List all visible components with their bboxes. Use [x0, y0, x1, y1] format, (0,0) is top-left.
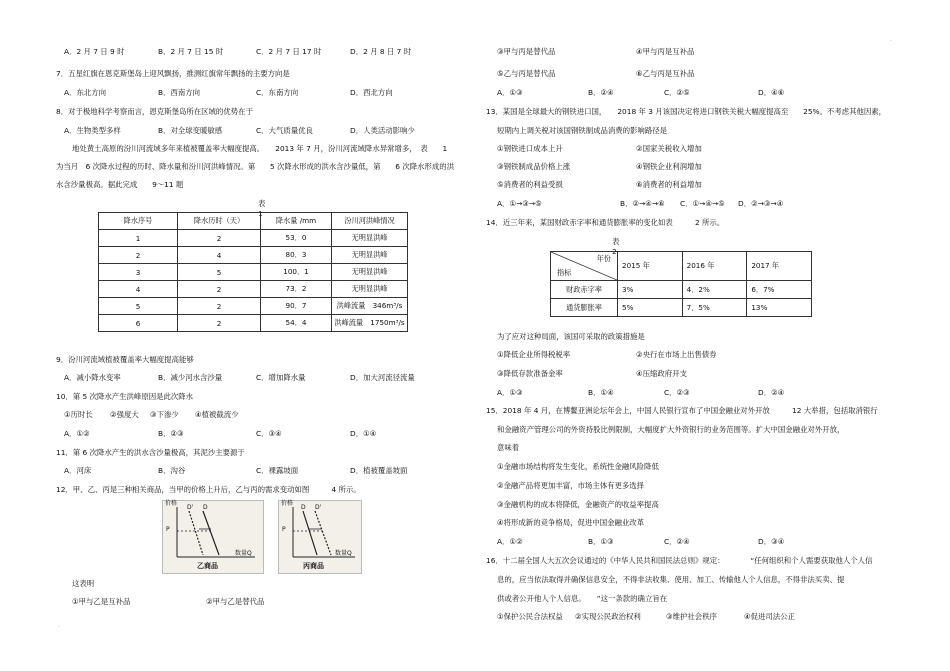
- table1-title: 表 1: [258, 199, 266, 218]
- q7-option-a: A．东北方向: [64, 88, 107, 97]
- table-cell: 2: [99, 247, 178, 264]
- q14-text: 为了应对这种局面，该国可采取的政策措施是: [497, 332, 645, 341]
- figure-yi-goods: [162, 500, 264, 574]
- curve-d-prime-label: D': [315, 504, 322, 511]
- q14-item: ④压缩政府开支: [636, 369, 687, 378]
- table2-header: 2017 年: [747, 252, 812, 281]
- q8-option-d: D．人类活动影响少: [350, 126, 415, 135]
- q7-option-d: D．西北方向: [350, 88, 393, 97]
- table-row: [99, 247, 408, 264]
- q9-option-a: A．减小降水变率: [64, 373, 121, 382]
- q10-stem: 10．第 5 次降水产生洪峰原因是此次降水: [56, 392, 194, 401]
- q13-option-a: A．①→③→⑤: [497, 199, 542, 208]
- q12-item: ④甲与丙是互补品: [636, 47, 695, 56]
- table-cell: 6: [99, 315, 178, 332]
- q16-stem-line-3: 供或者公开他人个人信息。 ”这一条款的确立旨在: [497, 594, 668, 603]
- q6-option-c: C．2 月 7 日 17 时: [256, 47, 322, 56]
- table-cell: 5: [178, 264, 261, 281]
- q14-option-c: C．②③: [664, 388, 690, 397]
- table-cell: 80．3: [261, 247, 332, 264]
- q12-option-b: B．②④: [588, 88, 614, 97]
- q12-item: ②甲与乙是替代品: [206, 597, 265, 606]
- q8-option-c: C．大气质量优良: [256, 126, 313, 135]
- table-cell: 54．4: [261, 315, 332, 332]
- table-cell: 无明显洪峰: [332, 264, 408, 281]
- table-cell: 100．1: [261, 264, 332, 281]
- q10-option-d: D．①④: [350, 429, 377, 438]
- q16-item: ①保护公民合法权益: [497, 612, 563, 621]
- q11-option-c: C．裸露坡面: [256, 466, 299, 475]
- q9-option-c: C．增加降水量: [256, 373, 306, 382]
- table1-header: 降水历时（天）: [178, 213, 261, 230]
- q15-item: ①金融市场结构将发生变化，系统性金融风险降低: [497, 462, 659, 471]
- table-cell: 3%: [618, 281, 683, 299]
- q16-stem-line-2: 息的，应当依法取得并确保信息安全，不得非法收集、使用、加工、传输他人个人信息，不得非法买卖、提: [497, 575, 845, 584]
- table1-header: 降水量 /mm: [261, 213, 332, 230]
- q12-option-c: C．②⑤: [664, 88, 690, 97]
- axis-price-label: 价格: [281, 500, 294, 507]
- table-cell: 4: [99, 281, 178, 298]
- curve-d-prime-label: D': [187, 504, 194, 511]
- table-cell: 2: [178, 315, 261, 332]
- q10-item: ②强度大: [110, 410, 139, 419]
- q10-option-a: A．①②: [64, 429, 90, 438]
- axis-p-label: P: [282, 526, 286, 533]
- figure-caption-bing: 丙商品: [303, 562, 324, 570]
- q13-item: ⑤消费者的利益受损: [497, 180, 563, 189]
- corner-mark: .: [890, 36, 892, 43]
- q7-option-b: B．西南方向: [158, 88, 201, 97]
- table1-header-row: [99, 213, 408, 230]
- table-cell: 6．7%: [747, 281, 812, 299]
- q6-option-d: D．2 月 8 日 7 时: [350, 47, 412, 56]
- table2-corner-cell: [551, 252, 618, 281]
- table2: [550, 251, 812, 317]
- corner-indicator-label: 指标: [557, 268, 572, 277]
- table-cell: 3: [99, 264, 178, 281]
- table-row: [99, 315, 408, 332]
- q12-tail: 这表明: [72, 579, 95, 588]
- q10-item: ③下渗少: [150, 410, 179, 419]
- q8-option-b: B．对全球变暖敏感: [158, 126, 223, 135]
- q13-item: ③钢铁制成品价格上涨: [497, 162, 571, 171]
- table-cell: 73．2: [261, 281, 332, 298]
- table-row: [99, 264, 408, 281]
- q14-item: ②央行在市场上出售债券: [636, 350, 717, 359]
- q16-item: ④促进司法公正: [744, 612, 795, 621]
- q16-item: ③维护社会秩序: [666, 612, 717, 621]
- table-cell: 7．5%: [682, 299, 747, 317]
- q14-option-a: A．①③: [497, 388, 523, 397]
- table-cell: 13%: [747, 299, 812, 317]
- table-cell: 53．0: [261, 230, 332, 247]
- table1: [98, 212, 408, 332]
- q10-option-c: C．③④: [256, 429, 282, 438]
- q16-stem-line-1: 16．十二届全国人大五次会议通过的《中华人民共和国民法总则》规定： “任何组织和个人需要获取他人个人信: [486, 556, 873, 565]
- curve-d-label: D: [301, 504, 306, 511]
- corner-mark: .: [58, 622, 60, 629]
- q10-item: ④植被截流少: [195, 410, 239, 419]
- q14-item: ③降低存款准备金率: [497, 369, 563, 378]
- table-cell: 洪峰流量 346m³/s: [332, 298, 408, 315]
- q12-stem: 12．甲、乙、丙是三种相关商品，当甲的价格上升后，乙与丙的需求变动如图 4 所示。: [56, 485, 361, 494]
- figure-bing-goods: [278, 500, 362, 574]
- q13-stem-line-1: 13．某国是全球最大的钢铁进口国， 2018 年 3 月该国决定将进口钢铁关税大幅度提高至 25%。不考虑其他因素，: [486, 107, 887, 116]
- q9-option-b: B．减少河水含沙量: [158, 373, 223, 382]
- passage-line-3: 水含沙量极高。据此完成 9～11 题: [56, 180, 184, 189]
- table-cell: 5%: [618, 299, 683, 317]
- q12-option-d: D．④⑥: [758, 88, 785, 97]
- q6-option-a: A．2 月 7 日 9 时: [64, 47, 125, 56]
- q15-stem-line-2: 和金融资产管理公司的外资持股比例限制，大幅度扩大外资银行的业务范围等。扩大中国金融业对外开放，: [497, 425, 845, 434]
- q15-option-b: B．①③: [588, 537, 614, 546]
- table-cell: 无明显洪峰: [332, 230, 408, 247]
- table-cell: 洪峰流量 1750m³/s: [332, 315, 408, 332]
- q14-item: ①降低企业所得税税率: [497, 350, 571, 359]
- q7-option-c: C．东南方向: [256, 88, 299, 97]
- q15-item: ③金融机构的成本将降低，金融资产的收益率提高: [497, 500, 659, 509]
- q15-item: ②金融产品将更加丰富，市场主体有更多选择: [497, 481, 645, 490]
- q12-option-a: A．①③: [497, 88, 523, 97]
- q13-item: ②国家关税收入增加: [636, 144, 702, 153]
- axis-quantity-label: 数量Q: [235, 550, 252, 557]
- table-cell: 2: [178, 298, 261, 315]
- q15-option-d: D．③④: [758, 537, 785, 546]
- table1-header: 降水序号: [99, 213, 178, 230]
- table-row: [99, 230, 408, 247]
- q15-item: ④将形成新的竞争格局，促进中国金融业改革: [497, 518, 645, 527]
- axis-price-label: 价格: [165, 500, 178, 507]
- table-row: [551, 281, 812, 299]
- table-cell: 90．7: [261, 298, 332, 315]
- axis-quantity-label: 数量Q: [335, 550, 352, 557]
- table-cell: 2: [178, 230, 261, 247]
- passage-line-1: 地处黄土高原的汾川河流域多年来植被覆盖率大幅度提高。 2013 年 7 月，汾川河流域降水异常增多， 表 1: [72, 144, 448, 153]
- table-cell: 通货膨胀率: [551, 299, 618, 317]
- q9-stem: 9．汾川河流域植被覆盖率大幅度提高能够: [56, 355, 194, 364]
- q11-stem: 11．第 6 次降水产生的洪水含沙量极高，其泥沙主要源于: [56, 448, 245, 457]
- table-row: [99, 298, 408, 315]
- q13-item: ⑥消费者的利益增加: [636, 180, 702, 189]
- q8-stem: 8．对于极地科学考察而言，恩克斯堡岛所在区域的优势在于: [56, 107, 253, 116]
- curve-d-label: D: [203, 504, 208, 511]
- q14-option-d: D．②④: [758, 388, 785, 397]
- table2-header: 2016 年: [682, 252, 747, 281]
- table-cell: 无明显洪峰: [332, 281, 408, 298]
- q12-item: ①甲与乙是互补品: [72, 597, 131, 606]
- table1-header: 汾川河洪峰情况: [332, 213, 408, 230]
- q12-item: ③甲与丙是替代品: [497, 47, 556, 56]
- q11-option-a: A．河床: [64, 466, 92, 475]
- q16-item: ②实现公民政治权利: [575, 612, 641, 621]
- q12-item: ⑤乙与丙是替代品: [497, 69, 556, 78]
- q13-option-d: D．②→③→④: [738, 199, 784, 208]
- q13-option-b: B．②→④→⑥: [620, 199, 665, 208]
- q13-item: ④钢铁企业利润增加: [636, 162, 702, 171]
- q13-option-c: C．①→④→⑤: [680, 199, 725, 208]
- table-cell: 1: [99, 230, 178, 247]
- table-cell: 无明显洪峰: [332, 247, 408, 264]
- corner-year-label: 年份: [596, 254, 611, 263]
- q14-stem: 14．近三年来，某国财政赤字率和通货膨胀率的变化如表 2 所示。: [486, 218, 725, 227]
- table2-header-row: [551, 252, 812, 281]
- q9-option-d: D．加大河流径流量: [350, 373, 415, 382]
- q13-item: ①钢铁进口成本上升: [497, 144, 563, 153]
- table-row: [99, 281, 408, 298]
- q13-stem-line-2: 短期内上调关税对该国钢铁制成品消费的影响路径是: [497, 126, 667, 135]
- q8-option-a: A．生物类型多样: [64, 126, 121, 135]
- q11-option-b: B．沟谷: [158, 466, 186, 475]
- q12-item: ⑥乙与丙是互补品: [636, 69, 695, 78]
- q15-stem-line-3: 意味着: [497, 443, 520, 452]
- q11-option-d: D．植被覆盖坡面: [350, 466, 408, 475]
- q14-option-b: B．①④: [588, 388, 614, 397]
- axis-p-label: P: [166, 526, 170, 533]
- table-cell: 4: [178, 247, 261, 264]
- q10-option-b: B．②③: [158, 429, 184, 438]
- passage-line-2: 为当月 6 次降水过程的历时、降水量和汾川河洪峰情况。第 5 次降水形成的洪水含沙量低，第 6 次降水形成的洪: [56, 162, 455, 171]
- figure-caption-yi: 乙商品: [197, 562, 218, 570]
- q10-item: ①历时长: [64, 410, 93, 419]
- table-cell: 2: [178, 281, 261, 298]
- q6-option-b: B．2 月 7 日 15 时: [158, 47, 224, 56]
- table-cell: 5: [99, 298, 178, 315]
- q15-option-a: A．①②: [497, 537, 523, 546]
- table-cell: 4．2%: [682, 281, 747, 299]
- q7-stem: 7．五星红旗在恩克斯堡岛上迎风飘扬，推测红旗常年飘扬的主要方向是: [56, 69, 290, 78]
- table-cell: 财政赤字率: [551, 281, 618, 299]
- table2-title: 表 2: [612, 237, 620, 256]
- table-row: [551, 299, 812, 317]
- q15-stem-line-1: 15．2018 年 4 月，在博鳌亚洲论坛年会上，中国人民银行宣布了中国金融业对外开放 12 大举措，包括取消银行: [486, 406, 878, 415]
- table2-header: 2015 年: [618, 252, 683, 281]
- q15-option-c: C．②④: [664, 537, 690, 546]
